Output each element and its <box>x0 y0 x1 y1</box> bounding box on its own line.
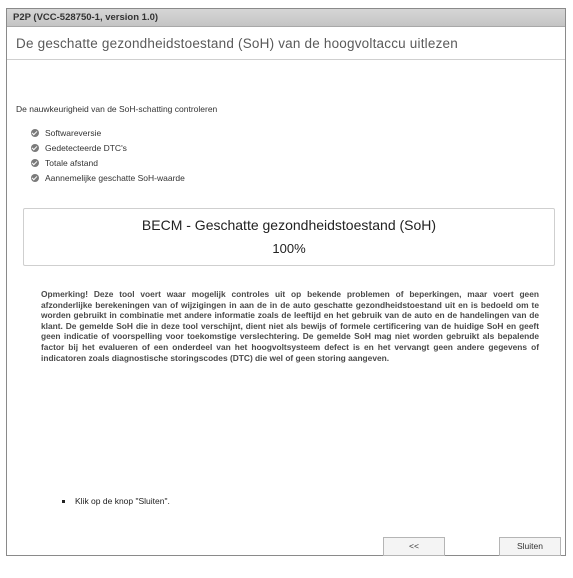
check-item-soh-waarde <box>31 170 185 185</box>
back-button[interactable]: << <box>383 537 445 556</box>
intro-text: De nauwkeurigheid van de SoH-schatting controleren <box>16 104 218 114</box>
check-item-label: Totale afstand <box>45 157 98 168</box>
instruction-text: Klik op de knop "Sluiten". <box>75 496 170 506</box>
soh-result-panel <box>23 208 555 266</box>
check-item-label: Aannemelijke geschatte SoH-waarde <box>45 172 185 183</box>
check-circle-icon <box>31 174 39 182</box>
instruction-item <box>62 496 170 506</box>
check-list <box>31 125 185 185</box>
soh-result-title: BECM - Geschatte gezondheidstoestand (SoH) <box>141 217 437 233</box>
check-item-softwareversie <box>31 125 185 140</box>
page-title: De geschatte gezondheidstoestand (SoH) van de hoogvoltaccu uitlezen <box>16 36 458 51</box>
check-circle-icon <box>31 159 39 167</box>
check-circle-icon <box>31 129 39 137</box>
check-item-label: Softwareversie <box>45 127 102 138</box>
bullet-icon <box>62 500 65 503</box>
check-item-afstand <box>31 155 185 170</box>
disclaimer-note: Opmerking! Deze tool voert waar mogelijk controles uit op bekende problemen of beperkingen, maar voert geen afzonderlijke berekeningen van of wijzigingen in aan de in de auto geschatte gezondheidstoestand uit en is bedoeld om te worden gebruikt in combinatie met andere informatie zoals de leeftijd en het gebruik van de auto en de handelingen van de klant. De gemelde SoH die in deze tool verschijnt, dient niet als bewijs of formele certificering van de huidige SoH en geeft geen indicatie of voorspelling voor toekomstige verslechtering. De gemelde SoH mag niet worden gebruikt als bepalende factor bij het evalueren of een onderdeel van het hoogvoltsysteem defect is en het vervangt geen andere gegevens of indicatoren zoals diagnostische storingscodes (DTC) die wel of geen storing aangeven. <box>41 289 539 363</box>
window-title: P2P (VCC-528750-1, version 1.0) <box>7 9 565 27</box>
check-item-label: Gedetecteerde DTC's <box>45 142 127 153</box>
divider <box>7 59 565 60</box>
soh-result-value: 100% <box>272 241 306 256</box>
check-circle-icon <box>31 144 39 152</box>
check-item-dtcs <box>31 140 185 155</box>
close-button[interactable]: Sluiten <box>499 537 561 556</box>
dialog-window <box>6 8 566 556</box>
